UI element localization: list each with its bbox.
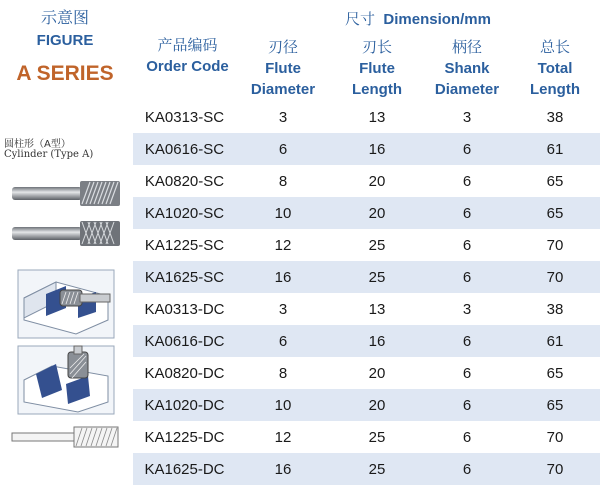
flute-diameter-cell: 6 xyxy=(278,332,288,350)
flute-diameter-cell: 12 xyxy=(274,236,292,254)
total-length-header-en-1: Total xyxy=(537,60,573,77)
total-length-cell: 65 xyxy=(546,396,564,414)
order-code-cell: KA1625-SC xyxy=(144,268,225,286)
table-row xyxy=(133,229,600,261)
figure-label-cn: 示意图 xyxy=(40,8,89,27)
table-row xyxy=(133,261,600,293)
order-code-cell: KA1020-SC xyxy=(144,204,225,222)
shank-diameter-header-en-2: Diameter xyxy=(434,81,500,98)
flute-diameter-cell: 8 xyxy=(278,172,288,190)
flute-diameter-header-en-1: Flute xyxy=(265,60,301,77)
order-code-cell: KA0616-SC xyxy=(144,140,225,158)
shank-diameter-cell: 6 xyxy=(462,268,472,286)
shank-diameter-cell: 6 xyxy=(462,236,472,254)
flute-diameter-cell: 3 xyxy=(278,300,288,318)
order-code-cell: KA0820-SC xyxy=(144,172,225,190)
total-length-cell: 38 xyxy=(546,300,564,318)
flute-diameter-cell: 16 xyxy=(274,460,292,478)
table-row xyxy=(133,133,600,165)
dimension-header xyxy=(236,8,600,29)
order-code-cell: KA1225-SC xyxy=(144,236,225,254)
total-length-cell: 61 xyxy=(546,140,564,158)
type-label-en: Cylinder (Type A) xyxy=(4,149,94,160)
table-row xyxy=(133,453,600,485)
flute-length-cell: 20 xyxy=(368,364,386,382)
shank-diameter-cell: 3 xyxy=(462,108,472,126)
order-code-cell: KA0820-DC xyxy=(144,364,225,382)
flute-length-cell: 20 xyxy=(368,396,386,414)
flute-length-cell: 25 xyxy=(368,268,386,286)
flute-length-cell: 13 xyxy=(368,108,386,126)
order-code-header xyxy=(136,35,239,77)
flute-length-header-en-2: Length xyxy=(352,81,402,98)
shank-diameter-cell: 6 xyxy=(462,204,472,222)
flute-length-cell: 25 xyxy=(368,428,386,446)
shank-diameter-cell: 6 xyxy=(462,332,472,350)
shank-diameter-cell: 6 xyxy=(462,460,472,478)
flute-length-cell: 16 xyxy=(368,140,386,158)
shank-diameter-header-cn: 柄径 xyxy=(451,38,482,56)
total-length-cell: 70 xyxy=(546,236,564,254)
flute-diameter-cell: 10 xyxy=(274,396,292,414)
flute-length-cell: 20 xyxy=(368,172,386,190)
table-row xyxy=(133,165,600,197)
order-code-cell: KA1020-DC xyxy=(144,396,225,414)
dimension-header-en: Dimension/mm xyxy=(383,11,491,28)
order-code-cell: KA0616-DC xyxy=(144,332,225,350)
type-label-cn: 圆柱形（A型） xyxy=(4,139,71,150)
figure-label-en: FIGURE xyxy=(36,32,94,49)
order-code-cell: KA1225-DC xyxy=(144,428,225,446)
total-length-cell: 70 xyxy=(546,460,564,478)
table-row xyxy=(133,325,600,357)
order-code-cell: KA1625-DC xyxy=(144,460,225,478)
shank-diameter-cell: 6 xyxy=(462,428,472,446)
total-length-header xyxy=(510,37,600,100)
total-length-cell: 65 xyxy=(546,172,564,190)
flute-length-cell: 13 xyxy=(368,300,386,318)
order-code-cell: KA0313-SC xyxy=(144,108,225,126)
table-row xyxy=(133,421,600,453)
shank-diameter-cell: 6 xyxy=(462,140,472,158)
table-row xyxy=(133,197,600,229)
shank-diameter-cell: 6 xyxy=(462,172,472,190)
burr-tool-image-single-cut xyxy=(10,178,122,210)
flute-diameter-header-en-2: Diameter xyxy=(250,81,316,98)
total-length-header-en-2: Length xyxy=(530,81,580,98)
total-length-cell: 38 xyxy=(546,108,564,126)
order-code-header-en: Order Code xyxy=(146,58,229,75)
total-length-header-cn: 总长 xyxy=(539,38,570,56)
table-row xyxy=(133,357,600,389)
flute-diameter-header xyxy=(236,37,330,100)
total-length-cell: 65 xyxy=(546,204,564,222)
flute-length-header xyxy=(330,37,424,100)
total-length-cell: 70 xyxy=(546,268,564,286)
flute-length-cell: 25 xyxy=(368,460,386,478)
order-code-cell: KA0313-DC xyxy=(144,300,225,318)
dimension-table xyxy=(133,101,600,485)
order-code-header-cn: 产品编码 xyxy=(157,36,218,54)
flute-length-header-en-1: Flute xyxy=(359,60,395,77)
series-title: A SERIES xyxy=(16,62,114,85)
flute-diameter-cell: 10 xyxy=(274,204,292,222)
figure-column xyxy=(0,0,130,487)
table-row xyxy=(133,293,600,325)
flute-diameter-header-cn: 刃径 xyxy=(267,38,298,56)
dimension-header-cn: 尺寸 xyxy=(345,11,376,28)
flute-diameter-cell: 3 xyxy=(278,108,288,126)
flute-length-cell: 16 xyxy=(368,332,386,350)
shank-diameter-header xyxy=(424,37,510,100)
shank-diameter-header-en-1: Shank xyxy=(444,60,490,77)
flute-diameter-cell: 6 xyxy=(278,140,288,158)
total-length-cell: 70 xyxy=(546,428,564,446)
shank-diameter-cell: 6 xyxy=(462,396,472,414)
flute-diameter-cell: 16 xyxy=(274,268,292,286)
application-diagram-top xyxy=(16,268,116,340)
flute-diameter-cell: 8 xyxy=(278,364,288,382)
application-diagram-bottom xyxy=(16,344,116,416)
flute-length-cell: 20 xyxy=(368,204,386,222)
shank-diameter-cell: 3 xyxy=(462,300,472,318)
shank-diameter-cell: 6 xyxy=(462,364,472,382)
burr-technical-drawing xyxy=(10,424,122,450)
flute-diameter-cell: 12 xyxy=(274,428,292,446)
total-length-cell: 61 xyxy=(546,332,564,350)
table-row xyxy=(133,389,600,421)
table-row xyxy=(133,101,600,133)
burr-tool-image-double-cut xyxy=(10,218,122,250)
flute-length-cell: 25 xyxy=(368,236,386,254)
total-length-cell: 65 xyxy=(546,364,564,382)
flute-length-header-cn: 刃长 xyxy=(361,38,392,56)
